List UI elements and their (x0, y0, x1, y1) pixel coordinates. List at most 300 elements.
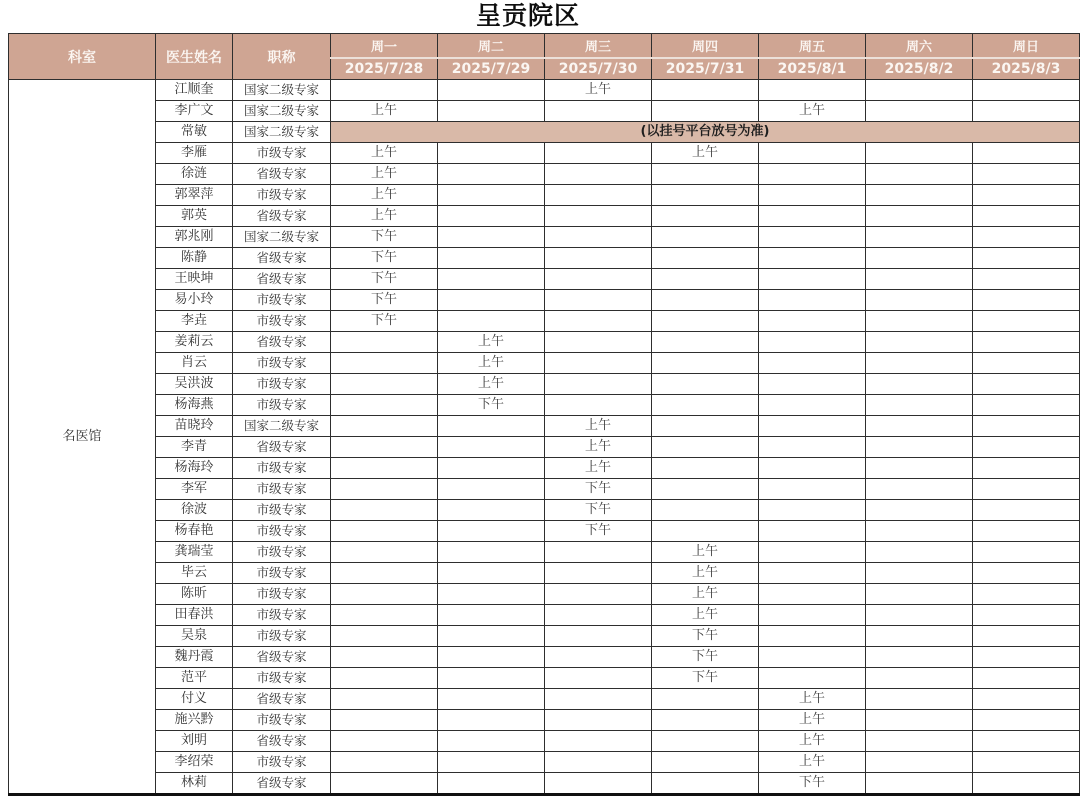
schedule-cell: 上午 (438, 332, 545, 353)
rank-cell: 省级专家 (233, 647, 331, 668)
schedule-cell (973, 626, 1080, 647)
schedule-cell (866, 479, 973, 500)
schedule-cell (652, 500, 759, 521)
schedule-cell: 下午 (652, 668, 759, 689)
schedule-cell (331, 626, 438, 647)
schedule-cell (973, 458, 1080, 479)
schedule-cell (438, 458, 545, 479)
doctor-name-cell: 付义 (156, 689, 233, 710)
schedule-cell (973, 731, 1080, 752)
schedule-cell (866, 458, 973, 479)
schedule-cell (652, 227, 759, 248)
schedule-cell (973, 584, 1080, 605)
schedule-cell (866, 227, 973, 248)
schedule-cell (866, 164, 973, 185)
schedule-cell (973, 479, 1080, 500)
schedule-cell (438, 731, 545, 752)
schedule-cell (866, 668, 973, 689)
schedule-cell (438, 647, 545, 668)
schedule-cell (759, 311, 866, 332)
schedule-cell (331, 584, 438, 605)
doctor-name-cell: 魏丹霞 (156, 647, 233, 668)
schedule-cell (759, 521, 866, 542)
rank-cell: 市级专家 (233, 479, 331, 500)
doctor-name-cell: 李广文 (156, 101, 233, 122)
schedule-cell (866, 773, 973, 795)
table-row (9, 164, 1080, 185)
table-row (9, 395, 1080, 416)
schedule-cell (759, 668, 866, 689)
rank-cell: 市级专家 (233, 290, 331, 311)
table-row (9, 605, 1080, 626)
rank-cell: 国家二级专家 (233, 80, 331, 101)
schedule-cell (973, 500, 1080, 521)
schedule-cell (973, 269, 1080, 290)
schedule-cell (438, 185, 545, 206)
schedule-cell (438, 290, 545, 311)
schedule-cell (652, 101, 759, 122)
schedule-cell (759, 395, 866, 416)
table-row (9, 122, 1080, 143)
doctor-name-cell: 田春洪 (156, 605, 233, 626)
schedule-cell: 下午 (545, 500, 652, 521)
schedule-cell: 上午 (331, 164, 438, 185)
day-header: 周日 (973, 34, 1080, 58)
rank-cell: 省级专家 (233, 689, 331, 710)
table-body (9, 80, 1080, 795)
rank-cell: 市级专家 (233, 374, 331, 395)
schedule-cell (866, 500, 973, 521)
schedule-cell (973, 752, 1080, 773)
schedule-cell: 上午 (759, 731, 866, 752)
schedule-cell (759, 227, 866, 248)
day-header: 周一 (331, 34, 438, 58)
rank-cell: 市级专家 (233, 626, 331, 647)
schedule-cell: 下午 (759, 773, 866, 795)
table-row (9, 689, 1080, 710)
schedule-cell (973, 416, 1080, 437)
rank-cell: 国家二级专家 (233, 227, 331, 248)
schedule-cell (973, 710, 1080, 731)
schedule-cell (866, 647, 973, 668)
schedule-cell (545, 605, 652, 626)
schedule-cell (866, 626, 973, 647)
schedule-cell (973, 290, 1080, 311)
schedule-cell (331, 668, 438, 689)
schedule-cell (652, 353, 759, 374)
schedule-cell (866, 752, 973, 773)
schedule-cell: 上午 (652, 143, 759, 164)
schedule-cell (331, 353, 438, 374)
schedule-cell (545, 227, 652, 248)
schedule-cell (545, 101, 652, 122)
schedule-cell (652, 395, 759, 416)
platform-note-cell: (以挂号平台放号为准) (331, 122, 1080, 143)
col-header-department: 科室 (9, 34, 156, 80)
col-header-doctor-name: 医生姓名 (156, 34, 233, 80)
schedule-cell (973, 101, 1080, 122)
schedule-cell (545, 143, 652, 164)
schedule-cell: 上午 (759, 710, 866, 731)
schedule-cell (438, 269, 545, 290)
schedule-cell (866, 311, 973, 332)
schedule-cell (331, 479, 438, 500)
schedule-cell (331, 710, 438, 731)
schedule-cell (652, 248, 759, 269)
schedule-cell (438, 773, 545, 795)
page-title: 呈贡院区 (475, 1, 580, 30)
doctor-name-cell: 刘明 (156, 731, 233, 752)
schedule-cell (973, 80, 1080, 101)
schedule-cell (438, 311, 545, 332)
schedule-cell (545, 374, 652, 395)
rank-cell: 省级专家 (233, 206, 331, 227)
schedule-cell (973, 395, 1080, 416)
schedule-cell (331, 563, 438, 584)
doctor-name-cell: 常敏 (156, 122, 233, 143)
rank-cell: 省级专家 (233, 164, 331, 185)
department-cell: 名医馆 (9, 80, 156, 795)
rank-cell: 市级专家 (233, 143, 331, 164)
doctor-name-cell: 姜莉云 (156, 332, 233, 353)
table-row (9, 416, 1080, 437)
doctor-name-cell: 徐涟 (156, 164, 233, 185)
schedule-cell (545, 710, 652, 731)
table-row (9, 752, 1080, 773)
rank-cell: 省级专家 (233, 269, 331, 290)
rank-cell: 省级专家 (233, 731, 331, 752)
schedule-cell (438, 206, 545, 227)
table-row (9, 479, 1080, 500)
doctor-name-cell: 陈静 (156, 248, 233, 269)
schedule-cell: 上午 (759, 101, 866, 122)
schedule-cell (973, 185, 1080, 206)
schedule-cell (866, 710, 973, 731)
schedule-cell (759, 143, 866, 164)
schedule-cell (759, 437, 866, 458)
schedule-cell (331, 500, 438, 521)
doctor-name-cell: 陈昕 (156, 584, 233, 605)
schedule-cell (545, 668, 652, 689)
doctor-name-cell: 杨春艳 (156, 521, 233, 542)
schedule-cell (759, 374, 866, 395)
table-row (9, 353, 1080, 374)
schedule-cell (759, 647, 866, 668)
schedule-cell (866, 185, 973, 206)
schedule-cell (438, 605, 545, 626)
doctor-name-cell: 林莉 (156, 773, 233, 795)
schedule-cell (759, 353, 866, 374)
schedule-cell (652, 80, 759, 101)
schedule-cell (759, 290, 866, 311)
schedule-cell (973, 374, 1080, 395)
schedule-cell: 下午 (331, 248, 438, 269)
schedule-cell (652, 521, 759, 542)
rank-cell: 市级专家 (233, 542, 331, 563)
schedule-cell: 上午 (652, 584, 759, 605)
schedule-cell (652, 290, 759, 311)
doctor-name-cell: 郭兆刚 (156, 227, 233, 248)
schedule-cell (866, 269, 973, 290)
table-row (9, 311, 1080, 332)
schedule-cell (866, 374, 973, 395)
schedule-cell (331, 542, 438, 563)
table-row (9, 269, 1080, 290)
doctor-name-cell: 肖云 (156, 353, 233, 374)
schedule-cell (545, 185, 652, 206)
schedule-cell (973, 605, 1080, 626)
schedule-cell (331, 395, 438, 416)
day-header: 周三 (545, 34, 652, 58)
doctor-name-cell: 范平 (156, 668, 233, 689)
date-header: 2025/7/30 (545, 58, 652, 80)
rank-cell: 省级专家 (233, 437, 331, 458)
schedule-cell (973, 332, 1080, 353)
schedule-cell (545, 290, 652, 311)
schedule-cell (331, 752, 438, 773)
schedule-cell (652, 710, 759, 731)
doctor-name-cell: 李绍荣 (156, 752, 233, 773)
rank-cell: 国家二级专家 (233, 122, 331, 143)
schedule-cell (973, 143, 1080, 164)
schedule-cell (866, 437, 973, 458)
schedule-cell (759, 416, 866, 437)
schedule-cell (973, 227, 1080, 248)
table-row (9, 185, 1080, 206)
schedule-cell (973, 668, 1080, 689)
schedule-cell (438, 248, 545, 269)
rank-cell: 国家二级专家 (233, 101, 331, 122)
schedule-cell: 上午 (331, 101, 438, 122)
schedule-cell (866, 395, 973, 416)
schedule-cell (438, 164, 545, 185)
doctor-name-cell: 龚瑞莹 (156, 542, 233, 563)
schedule-cell: 上午 (545, 416, 652, 437)
schedule-cell: 上午 (759, 752, 866, 773)
schedule-cell: 上午 (331, 143, 438, 164)
schedule-cell (759, 542, 866, 563)
day-header: 周二 (438, 34, 545, 58)
doctor-name-cell: 施兴黔 (156, 710, 233, 731)
schedule-cell (331, 374, 438, 395)
rank-cell: 市级专家 (233, 500, 331, 521)
doctor-name-cell: 杨海玲 (156, 458, 233, 479)
schedule-cell (866, 563, 973, 584)
schedule-cell (545, 773, 652, 795)
schedule-cell (438, 752, 545, 773)
schedule-cell (866, 143, 973, 164)
table-row (9, 710, 1080, 731)
schedule-cell (866, 416, 973, 437)
schedule-cell: 上午 (331, 206, 438, 227)
schedule-cell: 下午 (652, 626, 759, 647)
schedule-cell (866, 101, 973, 122)
schedule-cell (652, 752, 759, 773)
schedule-cell (973, 164, 1080, 185)
table-row (9, 374, 1080, 395)
schedule-cell (331, 416, 438, 437)
rank-cell: 市级专家 (233, 563, 331, 584)
schedule-cell (973, 437, 1080, 458)
schedule-cell (545, 584, 652, 605)
doctor-name-cell: 李青 (156, 437, 233, 458)
schedule-cell: 上午 (331, 185, 438, 206)
schedule-cell (438, 542, 545, 563)
rank-cell: 省级专家 (233, 332, 331, 353)
doctor-name-cell: 吴洪波 (156, 374, 233, 395)
schedule-cell (866, 206, 973, 227)
date-header: 2025/7/31 (652, 58, 759, 80)
schedule-cell (973, 542, 1080, 563)
rank-cell: 市级专家 (233, 311, 331, 332)
schedule-cell (866, 731, 973, 752)
schedule-cell (438, 143, 545, 164)
schedule-cell: 下午 (331, 227, 438, 248)
doctor-name-cell: 江顺奎 (156, 80, 233, 101)
doctor-name-cell: 郭翠萍 (156, 185, 233, 206)
schedule-cell (652, 311, 759, 332)
doctor-name-cell: 徐波 (156, 500, 233, 521)
schedule-cell (652, 773, 759, 795)
doctor-name-cell: 郭英 (156, 206, 233, 227)
schedule-cell (973, 353, 1080, 374)
schedule-cell (866, 605, 973, 626)
header-row-days (9, 34, 1080, 58)
schedule-cell (759, 206, 866, 227)
schedule-cell (652, 332, 759, 353)
schedule-cell (759, 605, 866, 626)
schedule-cell (545, 626, 652, 647)
schedule-cell: 上午 (438, 353, 545, 374)
schedule-cell (545, 311, 652, 332)
schedule-cell (545, 542, 652, 563)
schedule-cell (331, 521, 438, 542)
date-header: 2025/8/2 (866, 58, 973, 80)
schedule-cell (973, 206, 1080, 227)
schedule-cell (545, 563, 652, 584)
schedule-cell (331, 458, 438, 479)
schedule-cell (438, 101, 545, 122)
schedule-cell: 下午 (331, 290, 438, 311)
schedule-cell (866, 689, 973, 710)
schedule-cell: 下午 (438, 395, 545, 416)
table-row (9, 206, 1080, 227)
schedule-cell (759, 458, 866, 479)
table-row (9, 731, 1080, 752)
schedule-cell (973, 248, 1080, 269)
schedule-cell (438, 626, 545, 647)
schedule-cell (866, 353, 973, 374)
schedule-cell (438, 479, 545, 500)
table-row (9, 542, 1080, 563)
date-header: 2025/8/1 (759, 58, 866, 80)
table-row (9, 290, 1080, 311)
schedule-cell (866, 584, 973, 605)
schedule-cell (438, 416, 545, 437)
rank-cell: 市级专家 (233, 605, 331, 626)
schedule-cell (331, 773, 438, 795)
day-header: 周六 (866, 34, 973, 58)
schedule-cell (973, 773, 1080, 795)
rank-cell: 市级专家 (233, 185, 331, 206)
schedule-cell (759, 500, 866, 521)
table-row (9, 458, 1080, 479)
schedule-cell (652, 416, 759, 437)
schedule-cell (331, 605, 438, 626)
rank-cell: 市级专家 (233, 395, 331, 416)
schedule-cell (652, 206, 759, 227)
schedule-cell (438, 227, 545, 248)
schedule-cell (652, 479, 759, 500)
schedule-cell (866, 542, 973, 563)
schedule-cell (438, 710, 545, 731)
date-header: 2025/8/3 (973, 58, 1080, 80)
schedule-cell (438, 437, 545, 458)
schedule-cell (973, 563, 1080, 584)
schedule-cell (652, 164, 759, 185)
rank-cell: 市级专家 (233, 752, 331, 773)
doctor-name-cell: 李垚 (156, 311, 233, 332)
doctor-name-cell: 吴泉 (156, 626, 233, 647)
doctor-name-cell: 李雁 (156, 143, 233, 164)
table-row (9, 248, 1080, 269)
schedule-cell (759, 332, 866, 353)
schedule-cell: 下午 (331, 311, 438, 332)
doctor-name-cell: 李军 (156, 479, 233, 500)
table-header (9, 34, 1080, 80)
schedule-cell (759, 164, 866, 185)
schedule-cell (652, 731, 759, 752)
schedule-cell: 上午 (652, 542, 759, 563)
schedule-cell: 上午 (545, 458, 652, 479)
schedule-cell (545, 395, 652, 416)
doctor-name-cell: 王映坤 (156, 269, 233, 290)
rank-cell: 市级专家 (233, 353, 331, 374)
table-row (9, 521, 1080, 542)
table-row (9, 500, 1080, 521)
table-row (9, 332, 1080, 353)
schedule-cell: 下午 (652, 647, 759, 668)
schedule-cell (973, 521, 1080, 542)
schedule-cell (438, 521, 545, 542)
schedule-cell (545, 332, 652, 353)
schedule-cell: 上午 (545, 80, 652, 101)
table-row (9, 101, 1080, 122)
rank-cell: 省级专家 (233, 248, 331, 269)
schedule-cell: 上午 (545, 437, 652, 458)
day-header: 周四 (652, 34, 759, 58)
day-header: 周五 (759, 34, 866, 58)
doctor-name-cell: 苗晓玲 (156, 416, 233, 437)
doctor-name-cell: 易小玲 (156, 290, 233, 311)
schedule-cell (545, 647, 652, 668)
schedule-cell (331, 731, 438, 752)
schedule-cell (759, 563, 866, 584)
schedule-cell (866, 248, 973, 269)
schedule-cell (545, 731, 652, 752)
schedule-cell (759, 185, 866, 206)
schedule-cell (545, 164, 652, 185)
schedule-cell (438, 80, 545, 101)
rank-cell: 市级专家 (233, 521, 331, 542)
schedule-cell (545, 689, 652, 710)
schedule-cell (759, 626, 866, 647)
schedule-cell (438, 500, 545, 521)
schedule-cell (438, 563, 545, 584)
schedule-cell (866, 80, 973, 101)
date-header: 2025/7/28 (331, 58, 438, 80)
rank-cell: 市级专家 (233, 458, 331, 479)
